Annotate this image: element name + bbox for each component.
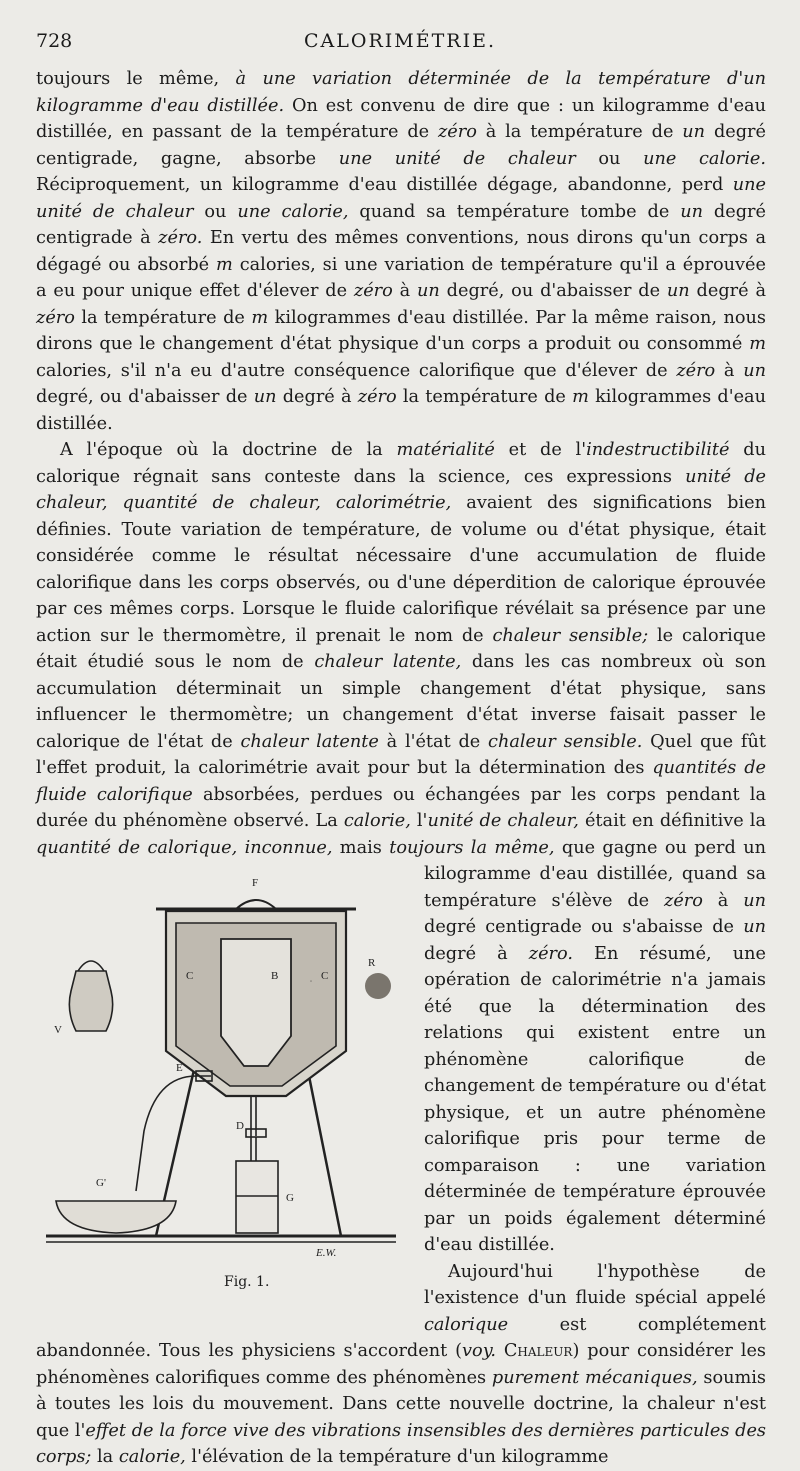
italic-run: une unité de chaleur bbox=[339, 149, 576, 169]
text-run: Réciproquement, un kilogramme d'eau distillée dégage, abandonne, perd bbox=[36, 175, 733, 195]
text-run: Aujourd'hui l'hypothèse de l'existence d'un fluide spécial appelé bbox=[424, 1262, 766, 1309]
italic-run: effet de la force vive des vibrations insensibles des dernières particules des corps; bbox=[36, 1421, 766, 1468]
text-run: degré centigrade ou s'abaisse de bbox=[424, 917, 743, 937]
text-run: degré à bbox=[690, 281, 766, 301]
italic-run: chaleur sensible; bbox=[492, 626, 648, 646]
text-run: la bbox=[91, 1447, 118, 1467]
text-run: dans les cas nombreux où son accumulation déterminait un simple changement d'état physique, sans influencer le thermomètre; un changement d'état inverse faisait passer le calorique de l'état de bbox=[36, 652, 766, 752]
text-run: toujours le même, bbox=[36, 69, 236, 89]
italic-run: quantité de calorique, inconnue, bbox=[36, 838, 332, 858]
text-run: est complétement abandonnée. Tous les physiciens s'accordent ( bbox=[36, 1315, 766, 1362]
text-run: Quel que fût l'effet produit, la calorimétrie avait pour but la détermination des bbox=[36, 732, 766, 779]
text-run: mais bbox=[332, 838, 389, 858]
italic-run: toujours la même, bbox=[389, 838, 554, 858]
page-header bbox=[36, 30, 764, 58]
fig-label-e: E bbox=[176, 1062, 183, 1074]
italic-run: zéro bbox=[354, 281, 393, 301]
italic-run: une calorie. bbox=[643, 149, 766, 169]
text-run: la température de bbox=[397, 387, 572, 407]
italic-run: calorie, bbox=[344, 811, 411, 831]
italic-run: chaleur sensible. bbox=[488, 732, 642, 752]
text-run: soumis à toutes les lois du mouvement. Dans cette nouvelle doctrine, la chaleur n'est que l' bbox=[36, 1368, 766, 1441]
text-run: En résumé, une opération de calorimétrie n'a jamais été que la détermination des relations qui existent entre un phénomène calorifique de changement de température ou d'état physique, et un autre phénomène calorifique pris pour terme de comparaison : une variation déterminée de température éprouvée par un poids également déterminé d'eau distillée. bbox=[424, 944, 766, 1256]
italic-run: purement mécaniques, bbox=[492, 1368, 698, 1388]
text-run: le calorique était étudié sous le nom de bbox=[36, 626, 766, 673]
italic-run: zéro. bbox=[158, 228, 202, 248]
italic-run: un bbox=[743, 361, 766, 381]
fig-label-c-right: C bbox=[321, 970, 328, 982]
italic-run: zéro bbox=[676, 361, 715, 381]
text-run: à bbox=[703, 891, 743, 911]
text-run: était en définitive la bbox=[579, 811, 766, 831]
body-text bbox=[36, 66, 766, 1471]
text-run: à l'état de bbox=[379, 732, 488, 752]
text-run: En vertu des mêmes conventions, nous dirons qu'un corps a dégagé ou absorbé bbox=[36, 228, 766, 275]
text-run: absorbées, perdues ou échangées par les corps pendant la durée du phénomène observé. La bbox=[36, 785, 766, 832]
italic-run: zéro bbox=[438, 122, 477, 142]
paragraph bbox=[36, 437, 766, 1259]
fig-label-v: V bbox=[54, 1024, 62, 1036]
text-run: kilogrammes d'eau distillée. bbox=[36, 387, 766, 434]
text-run: kilogrammes d'eau distillée. Par la même raison, nous dirons que le changement d'état physique d'un corps a produit ou consommé bbox=[36, 308, 766, 355]
italic-run: à une variation déterminée de la température d'un kilogramme d'eau distillée. bbox=[36, 69, 766, 116]
italic-run: m bbox=[216, 255, 233, 275]
italic-run: un bbox=[743, 917, 766, 937]
running-title: CALORIMÉTRIE. bbox=[36, 30, 764, 52]
text-run: que gagne ou perd un kilogramme d'eau distillée, quand sa température s'élève de bbox=[424, 838, 766, 911]
fig-label-g-prime: G' bbox=[96, 1177, 106, 1189]
italic-run: une unité de chaleur bbox=[36, 175, 766, 222]
fig-label-g: G bbox=[286, 1192, 294, 1204]
text-run: à bbox=[715, 361, 743, 381]
text-run: l' bbox=[411, 811, 428, 831]
text-run: degré centigrade à bbox=[36, 202, 766, 249]
text-run: l'élévation de la température d'un kilogramme bbox=[186, 1447, 609, 1467]
text-run: du calorique régnait sans conteste dans la science, ces expressions bbox=[36, 440, 766, 487]
italic-run: zéro bbox=[358, 387, 397, 407]
text-run: A l'époque où la doctrine de la bbox=[60, 440, 396, 460]
fig-label-d: D bbox=[236, 1120, 244, 1132]
calorimeter-illustration bbox=[36, 861, 406, 1266]
italic-run: matérialité bbox=[396, 440, 494, 460]
text-run: degré à bbox=[424, 944, 529, 964]
fig-label-f: F bbox=[252, 877, 258, 889]
text-run: degré à bbox=[277, 387, 358, 407]
figure-caption: Fig. 1. bbox=[200, 1269, 269, 1296]
italic-run: calorique bbox=[424, 1315, 508, 1335]
text-run: ) pour considérer les phénomènes calorifiques comme des phénomènes bbox=[36, 1341, 766, 1388]
text-run: calories, s'il n'a eu d'autre conséquence calorifique que d'élever de bbox=[36, 361, 676, 381]
figure-calorimeter bbox=[36, 861, 414, 1313]
engraver-signature: E.W. bbox=[315, 1247, 336, 1259]
page-number: 728 bbox=[36, 30, 72, 52]
text-run: avaient des significations bien définies. Toute variation de température, de volume ou d'état physique, était considérée comme le résultat nécessaire d'une accumulation de fluide calorifique dans les corps observés, ou d'une déperdition de calorique éprouvée par ces mêmes corps. Lorsque le fluide calorifique révélait sa présence par une action sur le thermomètre, il prenait le nom de bbox=[36, 493, 766, 646]
fig-label-b: B bbox=[271, 970, 278, 982]
italic-run: un bbox=[743, 891, 766, 911]
text-run: la température de bbox=[75, 308, 251, 328]
italic-run: m bbox=[251, 308, 268, 328]
italic-run: un bbox=[667, 281, 690, 301]
italic-run: zéro bbox=[664, 891, 703, 911]
italic-run: quantités de fluide calorifique bbox=[36, 758, 766, 805]
italic-run: un bbox=[417, 281, 440, 301]
italic-run: unité de chaleur, quantité de chaleur, calorimétrie, bbox=[36, 467, 766, 514]
text-run: calories, si une variation de température qu'il a éprouvée a eu pour unique effet d'élever de bbox=[36, 255, 766, 302]
text-run bbox=[555, 838, 562, 858]
text-run: ou bbox=[193, 202, 237, 222]
fig-label-r: R bbox=[368, 957, 376, 969]
italic-run: chaleur latente, bbox=[314, 652, 461, 672]
italic-run: m bbox=[749, 334, 766, 354]
text-run: quand sa température tombe de bbox=[348, 202, 680, 222]
italic-run: un bbox=[254, 387, 277, 407]
text-run: On est convenu de dire que : un kilogramme d'eau distillée, en passant de la température de bbox=[36, 96, 766, 143]
text-run: et de l' bbox=[495, 440, 586, 460]
text-run: degré, ou d'abaisser de bbox=[36, 387, 254, 407]
italic-run: calorie, bbox=[119, 1447, 186, 1467]
italic-run: unité de chaleur, bbox=[427, 811, 578, 831]
paragraph bbox=[36, 66, 766, 437]
italic-run: chaleur latente bbox=[241, 732, 379, 752]
italic-run: indestructibilité bbox=[586, 440, 729, 460]
text-run: ou bbox=[576, 149, 643, 169]
fig-label-c-left: C bbox=[186, 970, 193, 982]
text-run: Chaleur bbox=[504, 1341, 573, 1361]
text-run: à la température de bbox=[477, 122, 682, 142]
text-run: degré, ou d'abaisser de bbox=[440, 281, 667, 301]
italic-run: zéro bbox=[36, 308, 75, 328]
italic-run: m bbox=[572, 387, 589, 407]
italic-run: zéro. bbox=[529, 944, 573, 964]
italic-run: une calorie, bbox=[237, 202, 348, 222]
italic-run: voy. bbox=[462, 1341, 496, 1361]
text-run bbox=[496, 1341, 504, 1361]
text-run: à bbox=[393, 281, 417, 301]
text-run: degré centigrade, gagne, absorbe bbox=[36, 122, 766, 169]
italic-run: un bbox=[682, 122, 705, 142]
italic-run: un bbox=[680, 202, 703, 222]
